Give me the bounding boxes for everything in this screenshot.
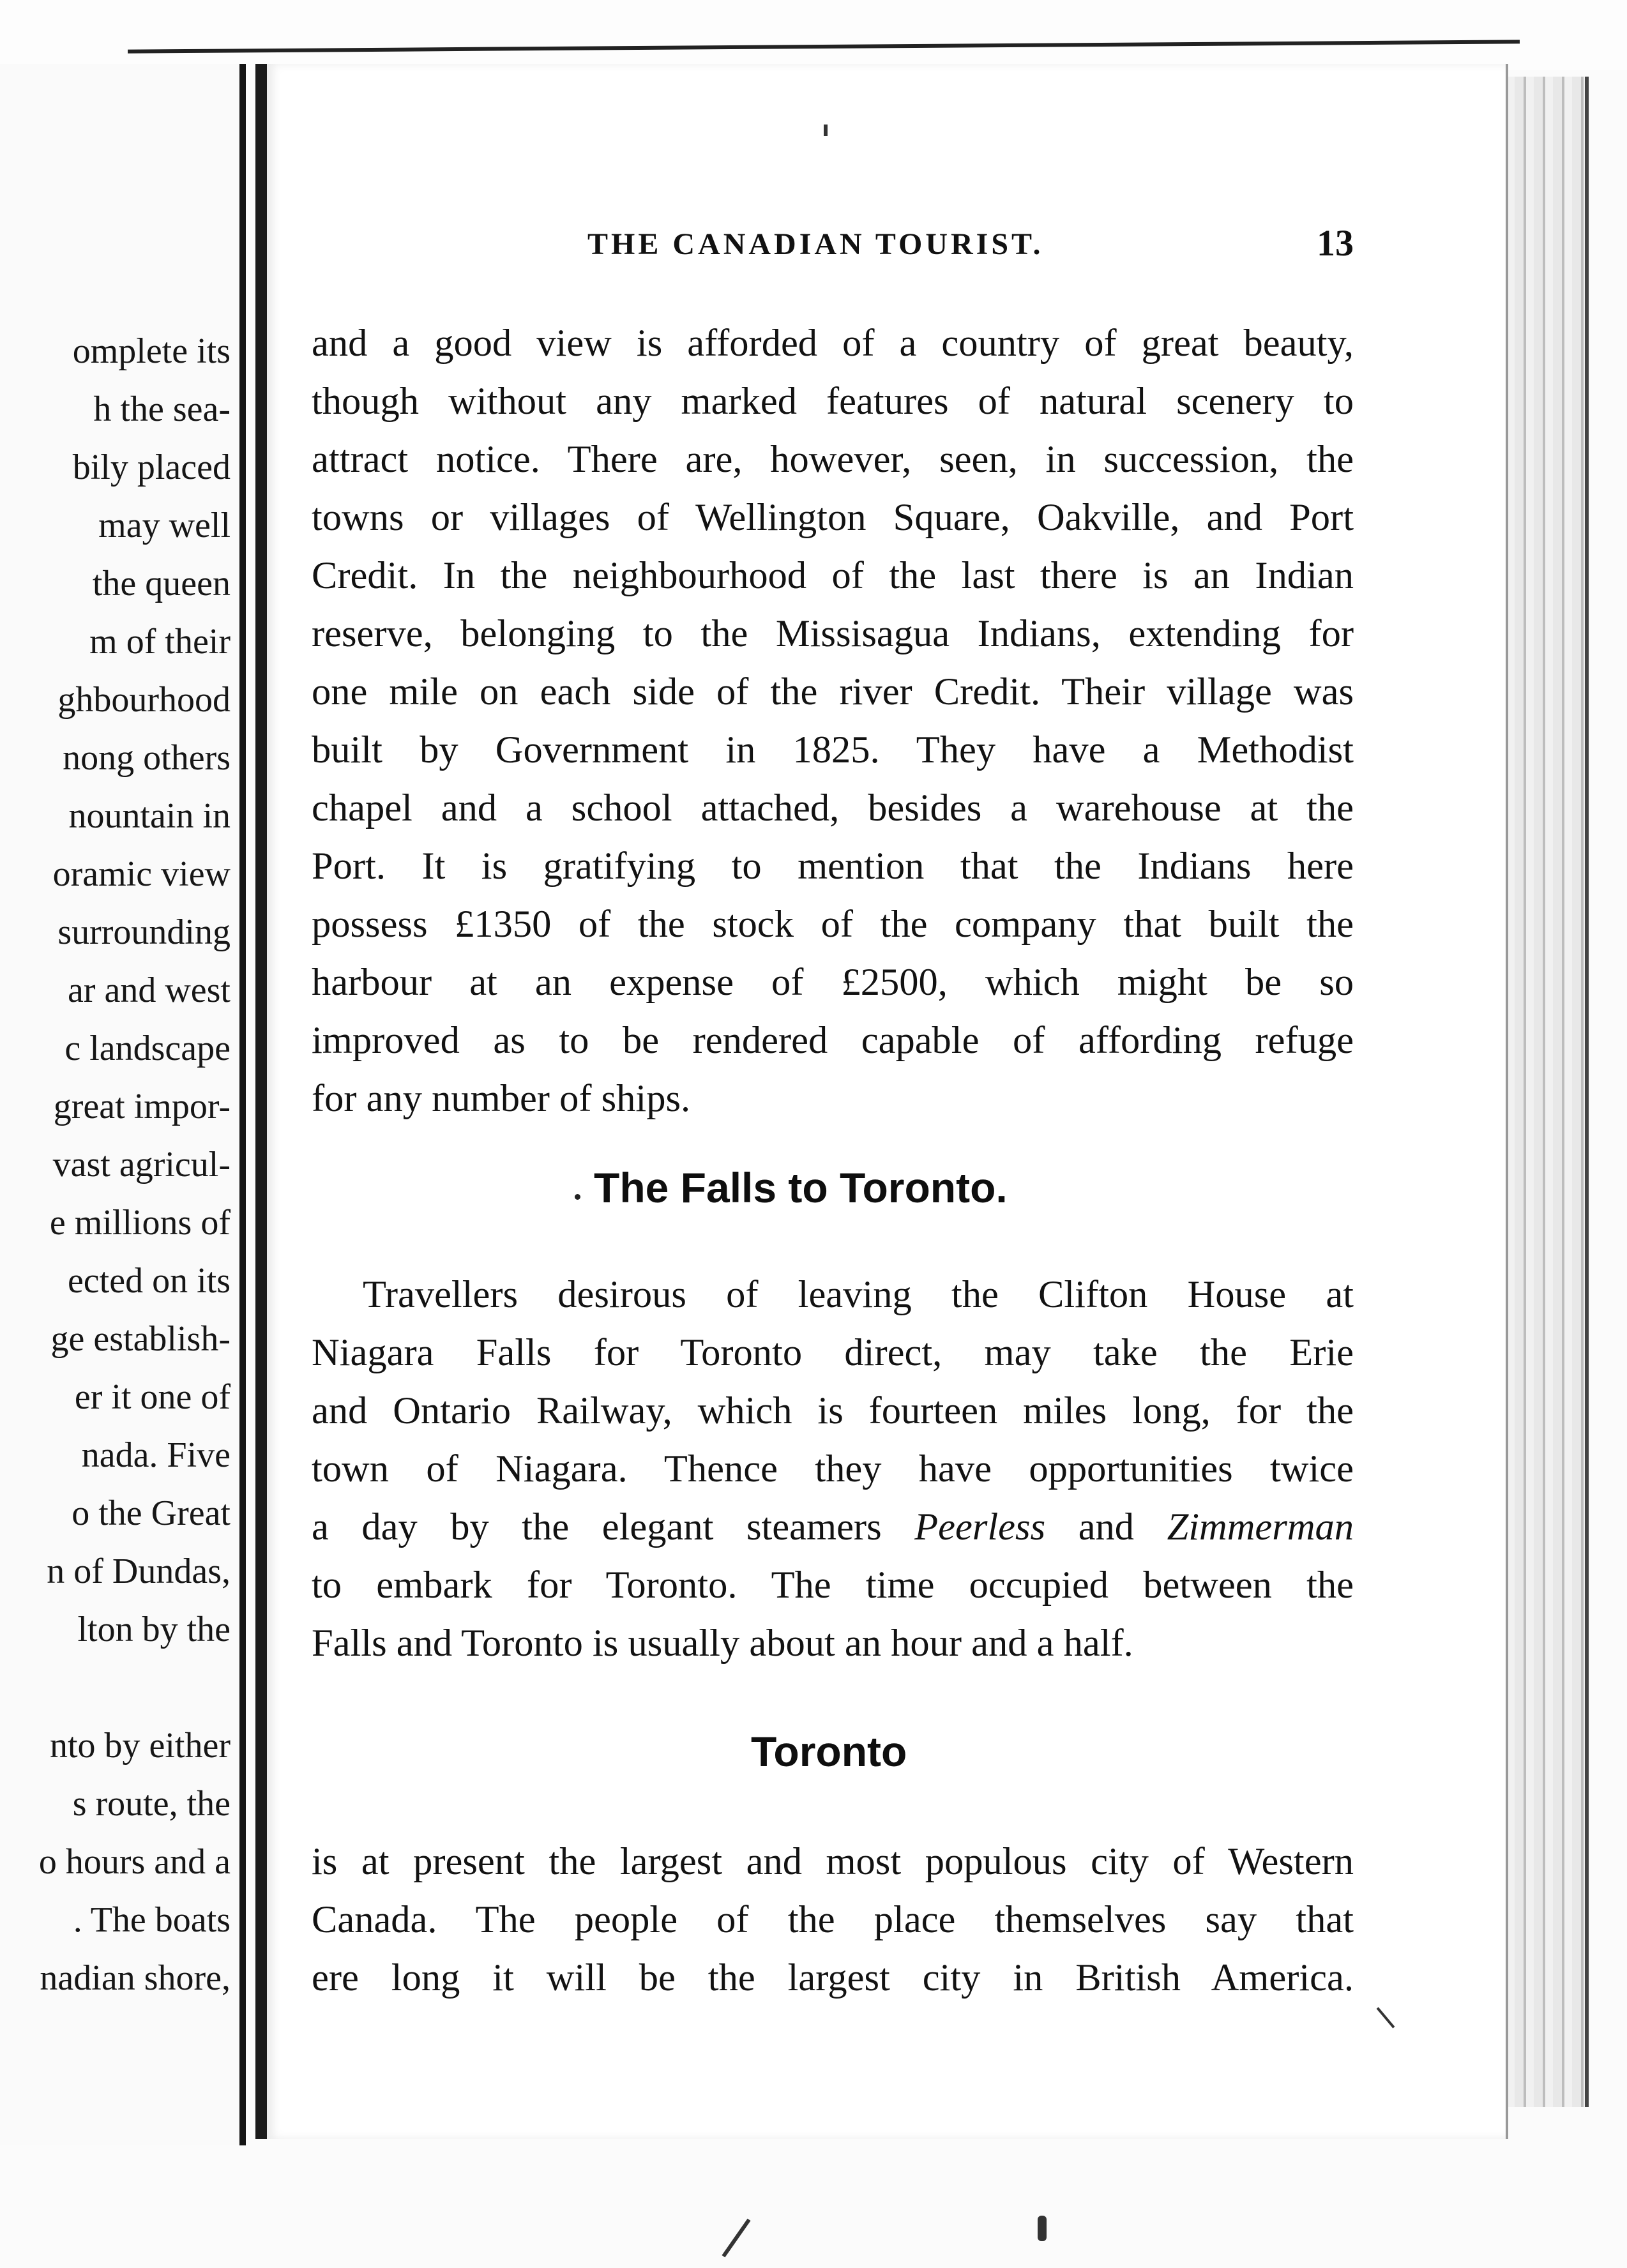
- scan-speck: [824, 125, 828, 136]
- left-page-line: nto by either: [49, 1726, 231, 1765]
- text-line: ere long it will be the largest city in British America.: [312, 1956, 1354, 1999]
- text-line: and a good view is afforded of a country of great beauty,: [312, 322, 1354, 365]
- paragraph-1: [312, 314, 1354, 1128]
- left-page-line: o hours and a: [38, 1842, 231, 1882]
- left-page-line: . The boats: [73, 1900, 231, 1940]
- left-page-line: s route, the: [72, 1784, 231, 1824]
- text-fragment: a day by the elegant steamers: [312, 1506, 882, 1548]
- page-number: 13: [1317, 222, 1354, 264]
- left-page-line: nadian shore,: [40, 1958, 231, 1998]
- text-line: Port. It is gratifying to mention that the Indians here: [312, 845, 1354, 888]
- text-line: Canada. The people of the place themselves say that: [312, 1898, 1354, 1941]
- text-line: to embark for Toronto. The time occupied between the: [312, 1564, 1354, 1606]
- left-page-line: may well: [98, 506, 231, 545]
- ship-name-peerless: Peerless: [914, 1506, 1046, 1548]
- text-line: one mile on each side of the river Credit. Their village was: [312, 670, 1354, 713]
- text-fragment: and: [1078, 1506, 1135, 1548]
- left-page-line: oramic view: [52, 854, 231, 894]
- text-line: chapel and a school attached, besides a warehouse at the: [312, 787, 1354, 829]
- left-page-line: m of their: [89, 622, 231, 662]
- text-line: harbour at an expense of £2500, which might be so: [312, 961, 1354, 1004]
- left-page-line: ge establish-: [50, 1319, 231, 1359]
- left-page-line: ghbourhood: [57, 680, 231, 720]
- left-page-line: vast agricul-: [52, 1145, 231, 1184]
- running-title: THE CANADIAN TOURIST.: [587, 227, 1044, 261]
- left-page-line: e millions of: [49, 1203, 231, 1243]
- top-margin: [0, 0, 1627, 70]
- left-page-line: o the Great: [72, 1493, 231, 1533]
- left-page-line: omplete its: [72, 331, 231, 371]
- left-page-line: the queen: [92, 564, 231, 603]
- left-page-line: great impor-: [53, 1087, 231, 1126]
- ship-name-zimmerman: Zimmerman: [1167, 1506, 1354, 1548]
- left-page-line: c landscape: [64, 1029, 231, 1068]
- left-page-line: nountain in: [68, 796, 231, 836]
- running-head: [332, 222, 1354, 278]
- text-line: Travellers desirous of leaving the Clifton House at: [363, 1273, 1354, 1316]
- left-facing-page: [0, 64, 246, 2145]
- text-line: is at present the largest and most populous city of Western: [312, 1840, 1354, 1883]
- section-heading-falls-to-toronto: The Falls to Toronto.: [594, 1164, 1008, 1211]
- text-line: built by Government in 1825. They have a Methodist: [312, 729, 1354, 771]
- left-page-line: n of Dundas,: [47, 1552, 231, 1591]
- text-line: possess £1350 of the stock of the company that built the: [312, 903, 1354, 946]
- paragraph-3: [312, 1833, 1354, 2007]
- text-line: Credit. In the neighbourhood of the last there is an Indian: [312, 554, 1354, 597]
- text-line: though without any marked features of natural scenery to: [312, 380, 1354, 423]
- paragraph-2: [312, 1266, 1354, 1672]
- text-line: for any number of ships.: [312, 1077, 691, 1120]
- text-line: town of Niagara. Thence they have opportunities twice: [312, 1448, 1354, 1490]
- left-page-line: surrounding: [57, 912, 231, 952]
- left-page-line: er it one of: [74, 1377, 231, 1417]
- left-page-line: ar and west: [67, 971, 231, 1010]
- text-line: reserve, belonging to the Missisagua Indians, extending for: [312, 612, 1354, 655]
- text-line: Falls and Toronto is usually about an hour and a half.: [312, 1622, 1133, 1665]
- left-page-line: nada. Five: [81, 1435, 231, 1475]
- left-page-line: nong others: [63, 738, 231, 778]
- left-page-line: lton by the: [77, 1610, 231, 1649]
- left-page-line: bily placed: [72, 448, 231, 487]
- text-line: towns or villages of Wellington Square, Oakville, and Port: [312, 496, 1354, 539]
- heading-bullet: [575, 1194, 580, 1200]
- text-line: attract notice. There are, however, seen, in succession, the: [312, 438, 1354, 481]
- text-line: Niagara Falls for Toronto direct, may take the Erie: [312, 1331, 1354, 1374]
- section-heading-toronto: Toronto: [751, 1728, 907, 1775]
- text-line: and Ontario Railway, which is fourteen miles long, for the: [312, 1389, 1354, 1432]
- left-page-line: ected on its: [67, 1261, 231, 1301]
- left-page-line: h the sea-: [93, 389, 231, 429]
- text-line-steamers: [312, 1498, 1354, 1556]
- scan-speck: [1038, 2216, 1047, 2241]
- text-line: improved as to be rendered capable of affording refuge: [312, 1019, 1354, 1062]
